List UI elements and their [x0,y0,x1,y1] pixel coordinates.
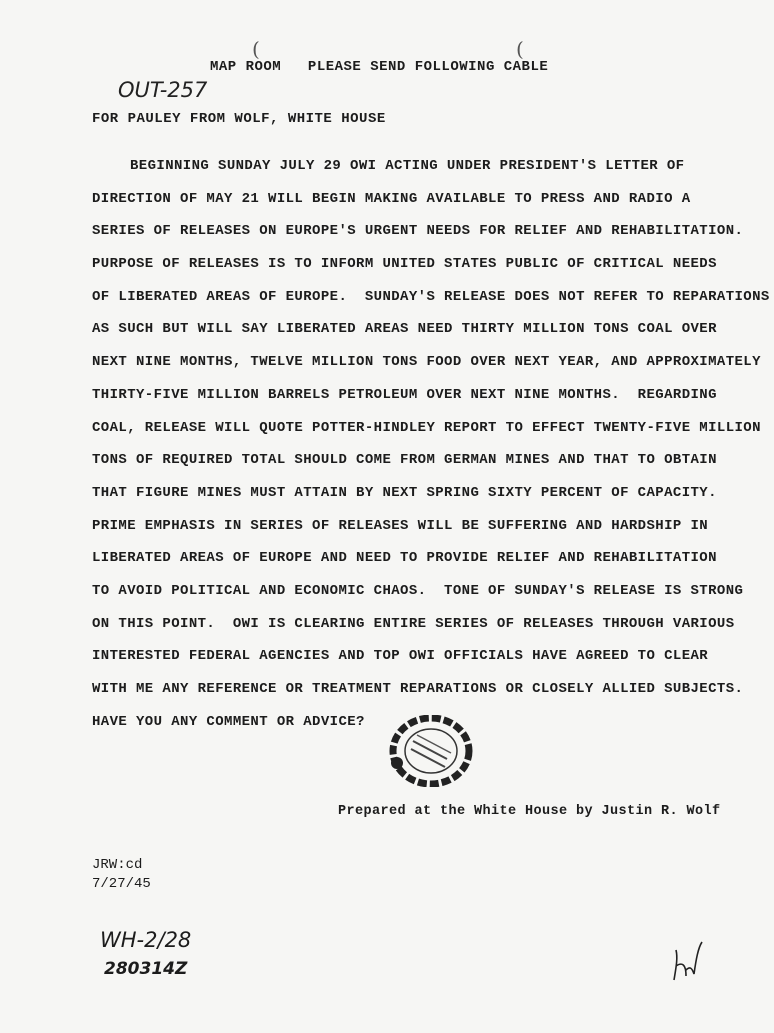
reference-block [92,856,151,894]
body-line: ON THIS POINT. OWI IS CLEARING ENTIRE SERIES OF RELEASES THROUGH VARIOUS [92,615,735,632]
handwritten-initials-signature [670,940,706,984]
body-line: HAVE YOU ANY COMMENT OR ADVICE? [92,713,365,730]
body-line: PURPOSE OF RELEASES IS TO INFORM UNITED STATES PUBLIC OF CRITICAL NEEDS [92,256,717,273]
handwritten-wh-number: WH-2/28 [100,928,192,952]
routing-header: MAP ROOM PLEASE SEND FOLLOWING CABLE [210,59,549,75]
addressee-line: FOR PAULEY FROM WOLF, WHITE HOUSE [92,111,386,127]
document-date: 7/27/45 [92,876,151,892]
cable-body [92,156,770,744]
body-line: COAL, RELEASE WILL QUOTE POTTER-HINDLEY REPORT TO EFFECT TWENTY-FIVE MILLION [92,419,761,436]
body-line: AS SUCH BUT WILL SAY LIBERATED AREAS NEED THIRTY MILLION TONS COAL OVER [92,321,717,338]
body-line: DIRECTION OF MAY 21 WILL BEGIN MAKING AVAILABLE TO PRESS AND RADIO A [92,190,691,207]
body-line: TONS OF REQUIRED TOTAL SHOULD COME FROM GERMAN MINES AND THAT TO OBTAIN [92,452,717,469]
prepared-by-line: Prepared at the White House by Justin R. Wolf [338,804,721,819]
body-line: BEGINNING SUNDAY JULY 29 OWI ACTING UNDER PRESIDENT'S LETTER OF [130,158,685,174]
body-line: THIRTY-FIVE MILLION BARRELS PETROLEUM OVER NEXT NINE MONTHS. REGARDING [92,386,717,403]
body-line: PRIME EMPHASIS IN SERIES OF RELEASES WILL BE SUFFERING AND HARDSHIP IN [92,517,709,534]
body-line: LIBERATED AREAS OF EUROPE AND NEED TO PROVIDE RELIEF AND REHABILITATION [92,550,717,567]
body-line: INTERESTED FEDERAL AGENCIES AND TOP OWI OFFICIALS HAVE AGREED TO CLEAR [92,648,709,665]
body-line: SERIES OF RELEASES ON EUROPE'S URGENT NEEDS FOR RELIEF AND REHABILITATION. [92,223,744,240]
typist-initials: JRW:cd [92,857,143,873]
body-line: NEXT NINE MONTHS, TWELVE MILLION TONS FOOD OVER NEXT YEAR, AND APPROXIMATELY [92,354,761,371]
body-line: OF LIBERATED AREAS OF EUROPE. SUNDAY'S RELEASE DOES NOT REFER TO REPARATIONS [92,288,770,305]
body-line: THAT FIGURE MINES MUST ATTAIN BY NEXT SPRING SIXTY PERCENT OF CAPACITY. [92,484,717,501]
body-line: WITH ME ANY REFERENCE OR TREATMENT REPARATIONS OR CLOSELY ALLIED SUBJECTS. [92,681,744,697]
archives-stamp [389,715,473,787]
handwritten-file-number: 280314Z [104,959,188,979]
handwritten-out-number: OUT-257 [118,78,208,102]
body-line: TO AVOID POLITICAL AND ECONOMIC CHAOS. TONE OF SUNDAY'S RELEASE IS STRONG [92,582,744,599]
margin-mark: ( [516,37,524,61]
margin-mark: ( [252,37,260,61]
